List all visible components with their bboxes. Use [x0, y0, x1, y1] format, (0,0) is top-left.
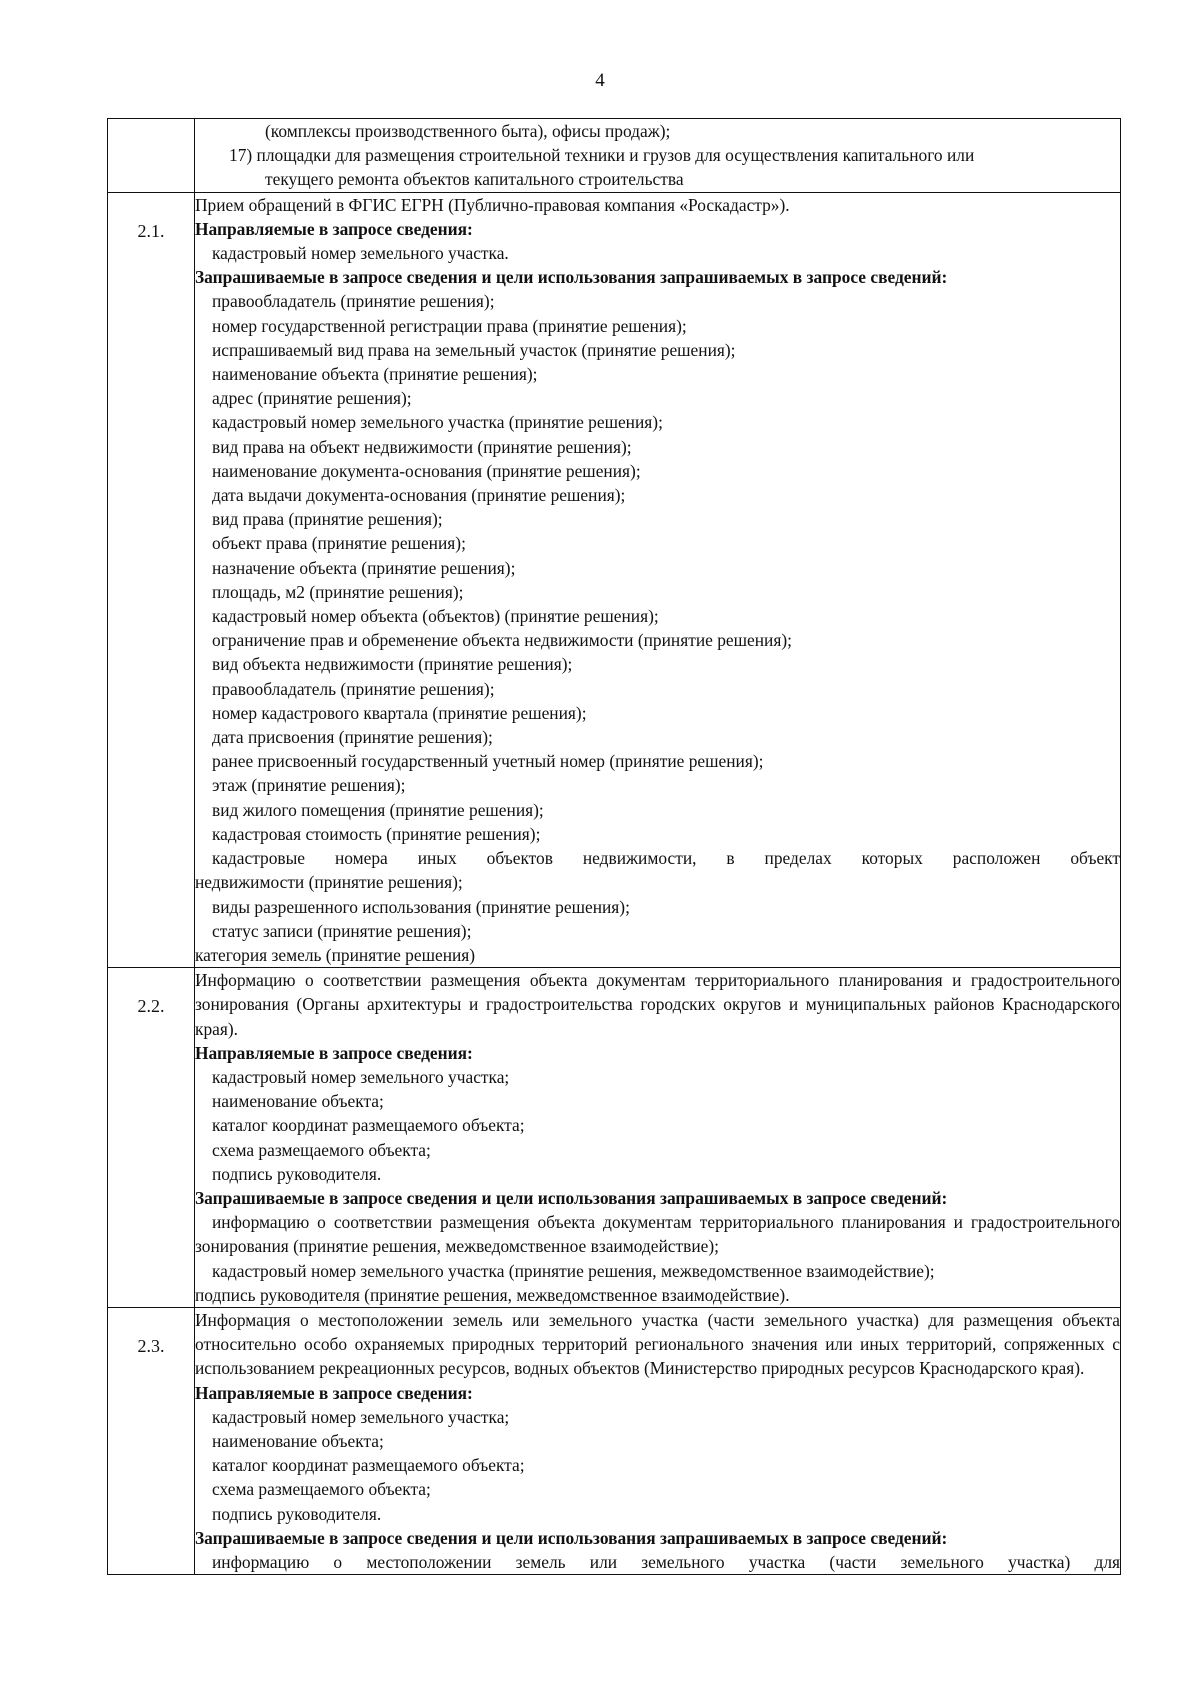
list-item: правообладатель (принятие решения); — [212, 678, 495, 699]
list-item: этаж (принятие решения); — [212, 775, 406, 796]
list-item: статус записи (принятие решения); — [212, 920, 472, 941]
row-intro: Прием обращений в ФГИС ЕГРН (Публично-правовая компания «Роскадастр»). — [195, 194, 790, 215]
list-item: виды разрешенного использования (принятие решения); — [212, 896, 630, 917]
list-item: дата выдачи документа-основания (принятие решения); — [212, 485, 626, 506]
list-item: подпись руководителя (принятие решения, межведомственное взаимодействие). — [195, 1284, 790, 1305]
list-item: схема размещаемого объекта; — [212, 1479, 431, 1500]
row-content-cell — [195, 968, 1121, 1308]
list-item: номер государственной регистрации права (принятие решения); — [212, 315, 687, 336]
list-item-long: кадастровые номера иных объектов недвижимости, в пределах которых расположен объект — [212, 848, 1120, 869]
list-item: каталог координат размещаемого объекта; — [212, 1455, 525, 1476]
list-item: адрес (принятие решения); — [212, 388, 412, 409]
list-item: ограничение прав и обременение объекта недвижимости (принятие решения); — [212, 630, 792, 651]
row-number: 2.1. — [137, 220, 165, 241]
list-item: правообладатель (принятие решения); — [212, 291, 495, 312]
table-row — [108, 968, 1121, 1308]
page-number: 4 — [595, 70, 605, 91]
row-number-cell — [108, 968, 195, 1308]
list-item: назначение объекта (принятие решения); — [212, 557, 516, 578]
table-row — [108, 1307, 1121, 1574]
requests-table — [107, 118, 1121, 1575]
list-item: номер кадастрового квартала (принятие решения); — [212, 702, 587, 723]
table-row — [108, 192, 1121, 968]
continuation-line: (комплексы производственного быта), офисы продаж); — [265, 121, 671, 141]
list-item: вид жилого помещения (принятие решения); — [212, 799, 544, 820]
requested-heading: Запрашиваемые в запросе сведения и цели использования запрашиваемых в запросе сведений: — [195, 1187, 948, 1208]
list-item: информацию о местоположении земель или земельного участка (части земельного участка) для — [212, 1551, 1120, 1572]
list-item: площадь, м2 (принятие решения); — [212, 581, 464, 602]
list-item-long-cont: недвижимости (принятие решения); — [195, 872, 463, 893]
list-item: вид права на объект недвижимости (принятие решения); — [212, 436, 632, 457]
list-item: вид объекта недвижимости (принятие решения); — [212, 654, 573, 675]
list-item: кадастровый номер земельного участка (принятие решения); — [212, 412, 663, 433]
row-number-cell — [108, 1307, 195, 1574]
list-item: схема размещаемого объекта; — [212, 1139, 431, 1160]
row-content-cell — [195, 1307, 1121, 1574]
list-item: кадастровый номер земельного участка; — [212, 1406, 510, 1427]
list-item: ранее присвоенный государственный учетный номер (принятие решения); — [212, 751, 764, 772]
sent-heading: Направляемые в запросе сведения: — [195, 218, 473, 239]
list-item: объект права (принятие решения); — [212, 533, 466, 554]
row-content-cell — [195, 119, 1121, 193]
list-item: кадастровый номер земельного участка (принятие решения, межведомственное взаимодействие); — [212, 1260, 935, 1281]
row-intro: Информация о местоположении земель или земельного участка (части земельного участка) для размещения объекта относительно особо охраняемых природных территорий регионального значения или иных территорий, сопряженных с использованием рекреационных ресурсов, водных объектов (Министерство природных ресурсов Краснодарского края). — [195, 1309, 1120, 1379]
list-item: каталог координат размещаемого объекта; — [212, 1115, 525, 1136]
list-item-17: 17) площадки для размещения строительной техники и грузов для осуществления капитального или — [229, 145, 975, 166]
list-item: вид права (принятие решения); — [212, 509, 443, 530]
list-item: наименование документа-основания (принятие решения); — [212, 460, 641, 481]
table-row — [108, 119, 1121, 193]
row-number-cell — [108, 119, 195, 193]
row-number: 2.3. — [137, 1335, 165, 1356]
list-item: наименование объекта (принятие решения); — [212, 364, 538, 385]
list-item: кадастровая стоимость (принятие решения); — [212, 823, 541, 844]
list-item: кадастровый номер земельного участка; — [212, 1066, 510, 1087]
list-item: информацию о соответствии размещения объекта документам территориального планирования и градостроительного зонирования (принятие решения, межведомственное взаимодействие); — [195, 1212, 1120, 1257]
list-item: наименование объекта; — [212, 1091, 384, 1112]
requested-heading: Запрашиваемые в запросе сведения и цели использования запрашиваемых в запросе сведений: — [195, 1527, 948, 1548]
row-number: 2.2. — [137, 996, 165, 1017]
list-item: кадастровый номер земельного участка. — [212, 243, 509, 264]
list-item: кадастровый номер объекта (объектов) (принятие решения); — [212, 606, 659, 627]
row-content-cell — [195, 192, 1121, 968]
list-item: наименование объекта; — [212, 1430, 384, 1451]
list-item: подпись руководителя. — [212, 1163, 382, 1184]
requested-heading: Запрашиваемые в запросе сведения и цели использования запрашиваемых в запросе сведений: — [195, 267, 948, 288]
list-item: испрашиваемый вид права на земельный участок (принятие решения); — [212, 339, 736, 360]
sent-heading: Направляемые в запросе сведения: — [195, 1382, 473, 1403]
list-item: дата присвоения (принятие решения); — [212, 727, 493, 748]
row-intro: Информацию о соответствии размещения объекта документам территориального планирования и градостроительного зонирования (Органы архитектуры и градостроительства городских округов и муниципальных районов Краснодарского края). — [195, 970, 1120, 1039]
row-number-cell — [108, 192, 195, 968]
list-item: подпись руководителя. — [212, 1503, 382, 1524]
sent-heading: Направляемые в запросе сведения: — [195, 1042, 473, 1063]
continuation-line: текущего ремонта объектов капитального строительства — [265, 169, 684, 190]
list-item: категория земель (принятие решения) — [195, 944, 476, 965]
